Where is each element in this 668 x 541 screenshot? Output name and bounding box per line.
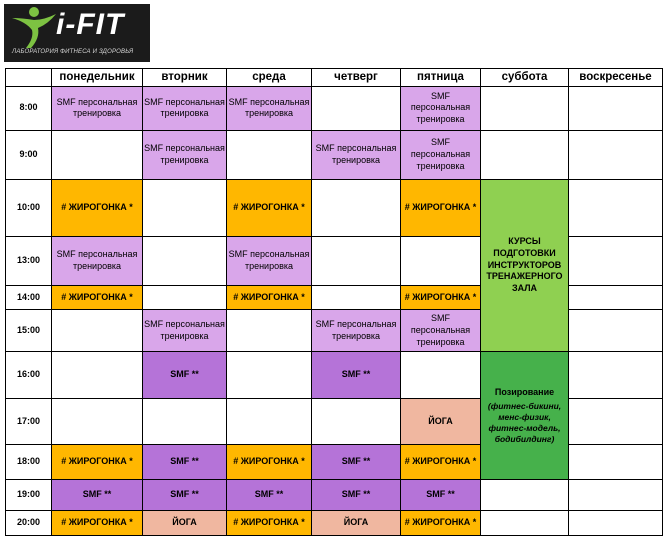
class-yoga: ЙОГА <box>143 510 227 535</box>
class-fatburn: # ЖИРОГОНКА * <box>401 179 481 236</box>
class-personal-training: SMF персональная тренировка <box>312 310 401 352</box>
empty-cell <box>569 510 663 535</box>
logo-tagline: ЛАБОРАТОРИЯ ФИТНЕСА И ЗДОРОВЬЯ <box>12 49 134 55</box>
time-cell: 18:00 <box>6 445 52 480</box>
empty-cell <box>227 310 312 352</box>
class-personal-training: SMF персональная тренировка <box>401 87 481 130</box>
day-header: четверг <box>312 69 401 87</box>
empty-cell <box>481 480 569 510</box>
time-cell: 20:00 <box>6 510 52 535</box>
empty-cell <box>52 310 143 352</box>
time-cell: 8:00 <box>6 87 52 130</box>
empty-cell <box>312 237 401 285</box>
empty-cell <box>227 398 312 444</box>
time-cell: 19:00 <box>6 480 52 510</box>
table-row <box>6 130 663 179</box>
table-row <box>6 352 663 398</box>
class-personal-training: SMF персональная тренировка <box>52 237 143 285</box>
class-personal-training: SMF персональная тренировка <box>312 130 401 179</box>
class-smf: SMF ** <box>227 480 312 510</box>
empty-cell <box>312 87 401 130</box>
time-cell: 10:00 <box>6 179 52 236</box>
table-row <box>6 87 663 130</box>
time-cell: 9:00 <box>6 130 52 179</box>
empty-cell <box>143 398 227 444</box>
day-header: понедельник <box>52 69 143 87</box>
class-personal-training: SMF персональная тренировка <box>52 87 143 130</box>
class-fatburn: # ЖИРОГОНКА * <box>52 510 143 535</box>
class-fatburn: # ЖИРОГОНКА * <box>401 285 481 309</box>
empty-cell <box>569 179 663 236</box>
empty-cell <box>569 480 663 510</box>
class-smf: SMF ** <box>143 480 227 510</box>
empty-cell <box>481 510 569 535</box>
posing-subtitle: (фитнес-бикини, менс-физик, фитнес-модель, бодибилдинг) <box>487 400 562 444</box>
empty-cell <box>569 130 663 179</box>
class-yoga: ЙОГА <box>312 510 401 535</box>
class-fatburn: # ЖИРОГОНКА * <box>227 179 312 236</box>
class-smf: SMF ** <box>52 480 143 510</box>
empty-cell <box>569 352 663 398</box>
empty-cell <box>143 179 227 236</box>
corner-cell <box>6 69 52 87</box>
class-personal-training: SMF персональная тренировка <box>143 310 227 352</box>
class-fatburn: # ЖИРОГОНКА * <box>52 445 143 480</box>
time-cell: 16:00 <box>6 352 52 398</box>
empty-cell <box>569 237 663 285</box>
class-smf: SMF ** <box>143 445 227 480</box>
runner-icon <box>4 4 64 50</box>
class-posing <box>481 352 569 480</box>
table-row <box>6 480 663 510</box>
time-cell: 13:00 <box>6 237 52 285</box>
empty-cell <box>401 237 481 285</box>
day-header: вторник <box>143 69 227 87</box>
empty-cell <box>312 285 401 309</box>
class-fatburn: # ЖИРОГОНКА * <box>401 510 481 535</box>
time-cell: 14:00 <box>6 285 52 309</box>
empty-cell <box>312 398 401 444</box>
day-header: суббота <box>481 69 569 87</box>
empty-cell <box>569 87 663 130</box>
header-row <box>6 69 663 87</box>
day-header: среда <box>227 69 312 87</box>
class-personal-training: SMF персональная тренировка <box>227 237 312 285</box>
empty-cell <box>312 179 401 236</box>
time-cell: 15:00 <box>6 310 52 352</box>
class-fatburn: # ЖИРОГОНКА * <box>227 445 312 480</box>
schedule-table <box>5 68 663 536</box>
class-personal-training: SMF персональная тренировка <box>401 310 481 352</box>
empty-cell <box>481 130 569 179</box>
class-personal-training: SMF персональная тренировка <box>401 130 481 179</box>
class-fatburn: # ЖИРОГОНКА * <box>401 445 481 480</box>
class-smf: SMF ** <box>143 352 227 398</box>
posing-title: Позирование <box>494 386 555 397</box>
class-smf: SMF ** <box>401 480 481 510</box>
class-personal-training: SMF персональная тренировка <box>143 130 227 179</box>
table-row <box>6 179 663 236</box>
empty-cell <box>227 352 312 398</box>
empty-cell <box>401 352 481 398</box>
ifit-logo <box>4 4 150 62</box>
day-header: воскресенье <box>569 69 663 87</box>
empty-cell <box>143 237 227 285</box>
table-row <box>6 510 663 535</box>
empty-cell <box>52 352 143 398</box>
class-fatburn: # ЖИРОГОНКА * <box>52 179 143 236</box>
class-personal-training: SMF персональная тренировка <box>143 87 227 130</box>
class-fatburn: # ЖИРОГОНКА * <box>227 510 312 535</box>
empty-cell <box>569 398 663 444</box>
empty-cell <box>143 285 227 309</box>
empty-cell <box>52 398 143 444</box>
class-fatburn: # ЖИРОГОНКА * <box>52 285 143 309</box>
logo-name: i-FIT <box>56 8 125 41</box>
empty-cell <box>569 445 663 480</box>
day-header: пятница <box>401 69 481 87</box>
class-fatburn: # ЖИРОГОНКА * <box>227 285 312 309</box>
class-yoga: ЙОГА <box>401 398 481 444</box>
course-instructor-training: КУРСЫ ПОДГОТОВКИ ИНСТРУКТОРОВ ТРЕНАЖЕРНОГО ЗАЛА <box>481 179 569 351</box>
empty-cell <box>569 310 663 352</box>
class-smf: SMF ** <box>312 445 401 480</box>
empty-cell <box>227 130 312 179</box>
class-smf: SMF ** <box>312 352 401 398</box>
empty-cell <box>481 87 569 130</box>
time-cell: 17:00 <box>6 398 52 444</box>
class-smf: SMF ** <box>312 480 401 510</box>
class-personal-training: SMF персональная тренировка <box>227 87 312 130</box>
empty-cell <box>569 285 663 309</box>
empty-cell <box>52 130 143 179</box>
